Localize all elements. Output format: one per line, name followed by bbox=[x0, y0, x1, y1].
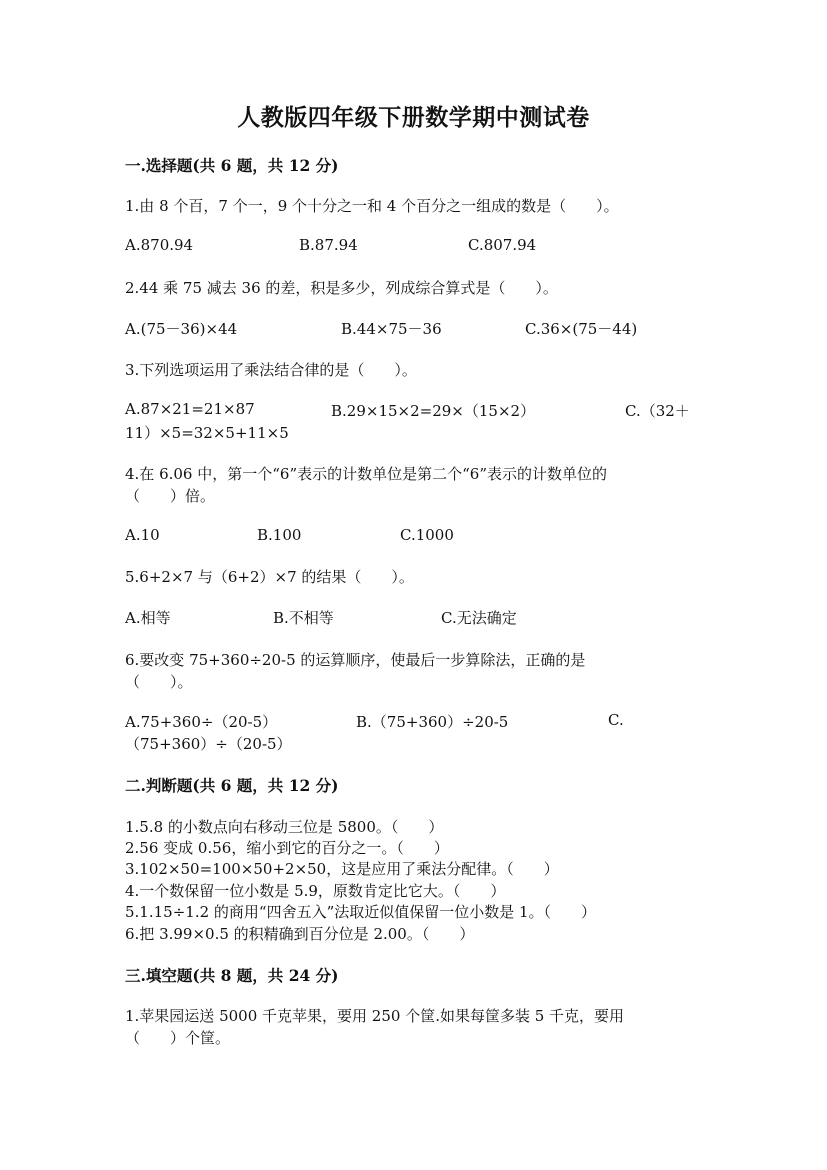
judge-item: 3.102×50=100×50+2×50，这是应用了乘法分配律。（ ） bbox=[125, 860, 559, 878]
question-6-option-b: B.（75+360）÷20-5 bbox=[356, 713, 509, 731]
question-5-option-a: A.相等 bbox=[125, 609, 171, 627]
question-4-stem-continued: （ ）倍。 bbox=[125, 487, 216, 505]
question-5-stem: 5.6+2×7 与（6+2）×7 的结果（ ）。 bbox=[125, 568, 414, 586]
question-3-option-a: A.87×21=21×87 bbox=[125, 400, 255, 418]
question-1-option-c: C.807.94 bbox=[468, 236, 537, 254]
question-1-option-a: A.870.94 bbox=[125, 236, 194, 254]
question-6-option-c: C. bbox=[608, 711, 624, 729]
question-5-option-b: B.不相等 bbox=[273, 609, 334, 627]
judge-item: 5.1.15÷1.2 的商用“四舍五入”法取近似值保留一位小数是 1。（ ） bbox=[125, 903, 597, 921]
fill-question-1-stem-continued: （ ）个筐。 bbox=[125, 1029, 231, 1047]
question-3-option-c-continued: 11）×5=32×5+11×5 bbox=[125, 424, 289, 442]
judge-item: 4.一个数保留一位小数是 5.9，原数肯定比它大。（ ） bbox=[125, 882, 506, 900]
section-heading-choice: 一.选择题(共 6 题，共 12 分) bbox=[125, 156, 339, 175]
question-4-stem: 4.在 6.06 中，第一个“6”表示的计数单位是第二个“6”表示的计数单位的 bbox=[125, 465, 608, 483]
question-3-stem: 3.下列选项运用了乘法结合律的是（ ）。 bbox=[125, 361, 417, 379]
question-2-option-c: C.36×(75－44) bbox=[525, 320, 638, 338]
question-2-stem: 2.44 乘 75 减去 36 的差，积是多少，列成综合算式是（ ）。 bbox=[125, 279, 558, 297]
question-1-stem: 1.由 8 个百，7 个一，9 个十分之一和 4 个百分之一组成的数是（ ）。 bbox=[125, 197, 619, 215]
question-6-option-a: A.75+360÷（20-5） bbox=[125, 713, 278, 731]
judge-item: 1.5.8 的小数点向右移动三位是 5800。（ ） bbox=[125, 818, 444, 836]
judge-item: 2.56 变成 0.56，缩小到它的百分之一。（ ） bbox=[125, 839, 449, 857]
question-4-option-a: A.10 bbox=[125, 526, 160, 544]
section-heading-fill: 三.填空题(共 8 题，共 24 分) bbox=[125, 966, 339, 985]
page-title: 人教版四年级下册数学期中测试卷 bbox=[237, 104, 590, 131]
question-2-option-b: B.44×75－36 bbox=[341, 320, 442, 338]
question-5-option-c: C.无法确定 bbox=[441, 609, 517, 627]
question-3-option-b: B.29×15×2=29×（15×2） bbox=[331, 402, 536, 420]
question-1-option-b: B.87.94 bbox=[299, 236, 358, 254]
fill-question-1-stem: 1.苹果园运送 5000 千克苹果，要用 250 个筐.如果每筐多装 5 千克，要用 bbox=[125, 1007, 625, 1025]
question-4-option-c: C.1000 bbox=[400, 526, 454, 544]
question-4-option-b: B.100 bbox=[257, 526, 302, 544]
question-2-option-a: A.(75－36)×44 bbox=[125, 320, 238, 338]
question-6-option-c-continued: （75+360）÷（20-5） bbox=[125, 735, 292, 753]
question-6-stem-continued: （ ）。 bbox=[125, 673, 193, 691]
section-heading-judge: 二.判断题(共 6 题，共 12 分) bbox=[125, 776, 339, 795]
judge-item: 6.把 3.99×0.5 的积精确到百分位是 2.00。（ ） bbox=[125, 925, 475, 943]
question-3-option-c: C.（32＋ bbox=[625, 402, 690, 420]
question-6-stem: 6.要改变 75+360÷20-5 的运算顺序，使最后一步算除法，正确的是 bbox=[125, 651, 586, 669]
